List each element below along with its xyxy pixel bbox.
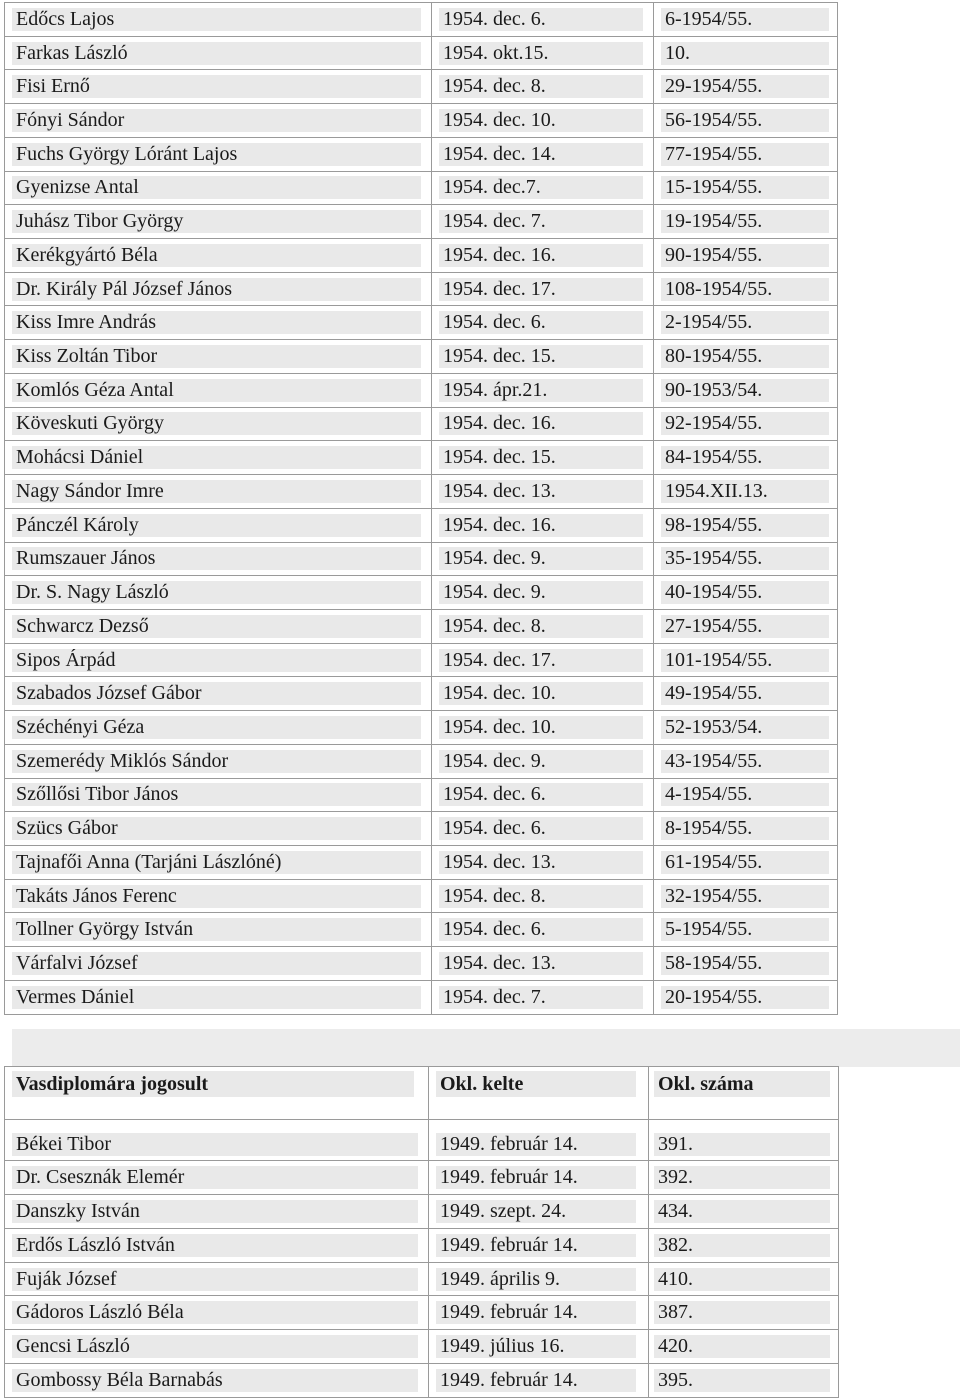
cell-name: Tollner György István xyxy=(12,918,421,941)
cell-date: 1954. dec. 6. xyxy=(439,918,643,941)
cell-date: 1954. dec.7. xyxy=(439,176,643,199)
cell-date: 1954. dec. 14. xyxy=(439,143,643,166)
cell-date: 1949. szept. 24. xyxy=(436,1200,636,1223)
table-row xyxy=(5,36,838,70)
cell-number: 392. xyxy=(654,1166,830,1189)
cell-number: 77-1954/55. xyxy=(661,143,829,166)
table-row xyxy=(5,441,838,475)
cell-name: Dr. S. Nagy László xyxy=(12,581,421,604)
cell-name: Vermes Dániel xyxy=(12,986,421,1009)
cell-number: 52-1953/54. xyxy=(661,716,829,739)
diploma-table-2-body xyxy=(5,1067,839,1398)
table-row xyxy=(5,1120,839,1161)
cell-number: 2-1954/55. xyxy=(661,311,829,334)
cell-date: 1949. február 14. xyxy=(436,1234,636,1257)
cell-date: 1954. okt.15. xyxy=(439,42,643,65)
cell-name: Farkas László xyxy=(12,42,421,65)
cell-name: Szabados József Gábor xyxy=(12,682,421,705)
cell-number: 58-1954/55. xyxy=(661,952,829,975)
cell-number: 90-1953/54. xyxy=(661,379,829,402)
cell-date: 1954. dec. 7. xyxy=(439,986,643,1009)
cell-name: Dr. Király Pál József János xyxy=(12,278,421,301)
table-row xyxy=(5,508,838,542)
cell-number: 98-1954/55. xyxy=(661,514,829,537)
diploma-table-1 xyxy=(4,2,838,1015)
cell-date: 1949. július 16. xyxy=(436,1335,636,1358)
cell-number: 382. xyxy=(654,1234,830,1257)
cell-date: 1954. dec. 17. xyxy=(439,278,643,301)
cell-name: Komlós Géza Antal xyxy=(12,379,421,402)
cell-name: Kiss Zoltán Tibor xyxy=(12,345,421,368)
table-row xyxy=(5,643,838,677)
cell-name: Edőcs Lajos xyxy=(12,8,421,31)
header-date: Okl. kelte xyxy=(436,1071,636,1097)
table-row xyxy=(5,1330,839,1364)
table-row xyxy=(5,879,838,913)
table-row xyxy=(5,373,838,407)
cell-name: Pánczél Károly xyxy=(12,514,421,537)
cell-date: 1954. dec. 16. xyxy=(439,514,643,537)
table-row xyxy=(5,137,838,171)
cell-date: 1954. dec. 9. xyxy=(439,581,643,604)
cell-date: 1954. dec. 6. xyxy=(439,311,643,334)
cell-name: Nagy Sándor Imre xyxy=(12,480,421,503)
cell-date: 1954. dec. 10. xyxy=(439,109,643,132)
table-row xyxy=(5,70,838,104)
cell-name: Várfalvi József xyxy=(12,952,421,975)
cell-name: Gencsi László xyxy=(12,1335,418,1358)
cell-name: Kerékgyártó Béla xyxy=(12,244,421,267)
table-row xyxy=(5,171,838,205)
cell-name: Tajnafői Anna (Tarjáni Lászlóné) xyxy=(12,851,421,874)
header-number: Okl. száma xyxy=(654,1071,830,1097)
cell-name: Schwarcz Dezső xyxy=(12,615,421,638)
cell-number: 92-1954/55. xyxy=(661,412,829,435)
cell-name: Szőllősi Tibor János xyxy=(12,783,421,806)
cell-name: Gádoros László Béla xyxy=(12,1301,418,1324)
cell-number: 27-1954/55. xyxy=(661,615,829,638)
cell-number: 420. xyxy=(654,1335,830,1358)
cell-date: 1954. dec. 16. xyxy=(439,244,643,267)
cell-date: 1954. dec. 8. xyxy=(439,75,643,98)
cell-number: 5-1954/55. xyxy=(661,918,829,941)
table-row xyxy=(5,913,838,947)
table-row xyxy=(5,306,838,340)
cell-number: 84-1954/55. xyxy=(661,446,829,469)
table-header-row xyxy=(5,1067,839,1120)
cell-number: 391. xyxy=(654,1133,830,1156)
cell-number: 10. xyxy=(661,42,829,65)
table-row xyxy=(5,1364,839,1398)
cell-number: 35-1954/55. xyxy=(661,547,829,570)
cell-name: Fuchs György Lóránt Lajos xyxy=(12,143,421,166)
cell-name: Rumszauer János xyxy=(12,547,421,570)
table-row xyxy=(5,812,838,846)
header-name: Vasdiplomára jogosult xyxy=(12,1071,414,1097)
cell-name: Fónyi Sándor xyxy=(12,109,421,132)
cell-date: 1949. április 9. xyxy=(436,1268,636,1291)
table-row xyxy=(5,407,838,441)
cell-number: 90-1954/55. xyxy=(661,244,829,267)
cell-number: 434. xyxy=(654,1200,830,1223)
cell-name: Köveskuti György xyxy=(12,412,421,435)
table-row xyxy=(5,1296,839,1330)
cell-name: Dr. Csesznák Elemér xyxy=(12,1166,418,1189)
cell-date: 1954. dec. 6. xyxy=(439,817,643,840)
cell-name: Sipos Árpád xyxy=(12,649,421,672)
cell-number: 395. xyxy=(654,1369,830,1392)
cell-number: 101-1954/55. xyxy=(661,649,829,672)
cell-name: Juhász Tibor György xyxy=(12,210,421,233)
cell-name: Fisi Ernő xyxy=(12,75,421,98)
cell-date: 1954. dec. 17. xyxy=(439,649,643,672)
cell-date: 1954. dec. 13. xyxy=(439,952,643,975)
cell-number: 56-1954/55. xyxy=(661,109,829,132)
cell-name: Mohácsi Dániel xyxy=(12,446,421,469)
cell-number: 43-1954/55. xyxy=(661,750,829,773)
cell-name: Szemerédy Miklós Sándor xyxy=(12,750,421,773)
table-row xyxy=(5,947,838,981)
cell-date: 1954. dec. 13. xyxy=(439,480,643,503)
table-row xyxy=(5,1228,839,1262)
table-row xyxy=(5,677,838,711)
table-row xyxy=(5,239,838,273)
table-row xyxy=(5,1161,839,1195)
cell-date: 1954. dec. 15. xyxy=(439,345,643,368)
cell-number: 19-1954/55. xyxy=(661,210,829,233)
table-row xyxy=(5,744,838,778)
cell-number: 8-1954/55. xyxy=(661,817,829,840)
cell-date: 1954. dec. 13. xyxy=(439,851,643,874)
cell-number: 40-1954/55. xyxy=(661,581,829,604)
cell-date: 1954. dec. 15. xyxy=(439,446,643,469)
diploma-table-1-body xyxy=(5,3,838,1015)
cell-number: 32-1954/55. xyxy=(661,885,829,908)
cell-date: 1954. dec. 8. xyxy=(439,615,643,638)
cell-date: 1954. dec. 10. xyxy=(439,716,643,739)
table-row xyxy=(5,609,838,643)
cell-number: 6-1954/55. xyxy=(661,8,829,31)
cell-date: 1954. dec. 9. xyxy=(439,750,643,773)
cell-date: 1954. dec. 6. xyxy=(439,8,643,31)
cell-name: Takáts János Ferenc xyxy=(12,885,421,908)
section-separator xyxy=(12,1029,960,1067)
cell-date: 1954. dec. 8. xyxy=(439,885,643,908)
cell-name: Békei Tibor xyxy=(12,1133,418,1156)
cell-name: Szücs Gábor xyxy=(12,817,421,840)
table-row xyxy=(5,475,838,509)
cell-number: 4-1954/55. xyxy=(661,783,829,806)
table-row xyxy=(5,542,838,576)
cell-date: 1954. ápr.21. xyxy=(439,379,643,402)
cell-date: 1949. február 14. xyxy=(436,1133,636,1156)
cell-date: 1954. dec. 6. xyxy=(439,783,643,806)
table-row xyxy=(5,104,838,138)
cell-name: Gyenizse Antal xyxy=(12,176,421,199)
cell-name: Kiss Imre András xyxy=(12,311,421,334)
cell-date: 1949. február 14. xyxy=(436,1369,636,1392)
table-row xyxy=(5,3,838,37)
table-row xyxy=(5,1262,839,1296)
cell-number: 80-1954/55. xyxy=(661,345,829,368)
cell-name: Fuják József xyxy=(12,1268,418,1291)
cell-date: 1954. dec. 7. xyxy=(439,210,643,233)
cell-name: Erdős László István xyxy=(12,1234,418,1257)
table-row xyxy=(5,205,838,239)
cell-number: 108-1954/55. xyxy=(661,278,829,301)
cell-number: 49-1954/55. xyxy=(661,682,829,705)
cell-number: 20-1954/55. xyxy=(661,986,829,1009)
cell-number: 29-1954/55. xyxy=(661,75,829,98)
table-row xyxy=(5,1194,839,1228)
table-row xyxy=(5,711,838,745)
cell-date: 1954. dec. 16. xyxy=(439,412,643,435)
cell-date: 1949. február 14. xyxy=(436,1166,636,1189)
table-row xyxy=(5,845,838,879)
cell-date: 1954. dec. 10. xyxy=(439,682,643,705)
table-row xyxy=(5,340,838,374)
table-row xyxy=(5,576,838,610)
cell-number: 1954.XII.13. xyxy=(661,480,829,503)
cell-number: 387. xyxy=(654,1301,830,1324)
table-row xyxy=(5,980,838,1014)
cell-number: 410. xyxy=(654,1268,830,1291)
table-row xyxy=(5,272,838,306)
table-row xyxy=(5,778,838,812)
cell-number: 15-1954/55. xyxy=(661,176,829,199)
cell-date: 1954. dec. 9. xyxy=(439,547,643,570)
cell-date: 1949. február 14. xyxy=(436,1301,636,1324)
cell-name: Danszky István xyxy=(12,1200,418,1223)
diploma-table-2 xyxy=(4,1066,839,1398)
cell-number: 61-1954/55. xyxy=(661,851,829,874)
cell-name: Széchényi Géza xyxy=(12,716,421,739)
cell-name: Gombossy Béla Barnabás xyxy=(12,1369,418,1392)
